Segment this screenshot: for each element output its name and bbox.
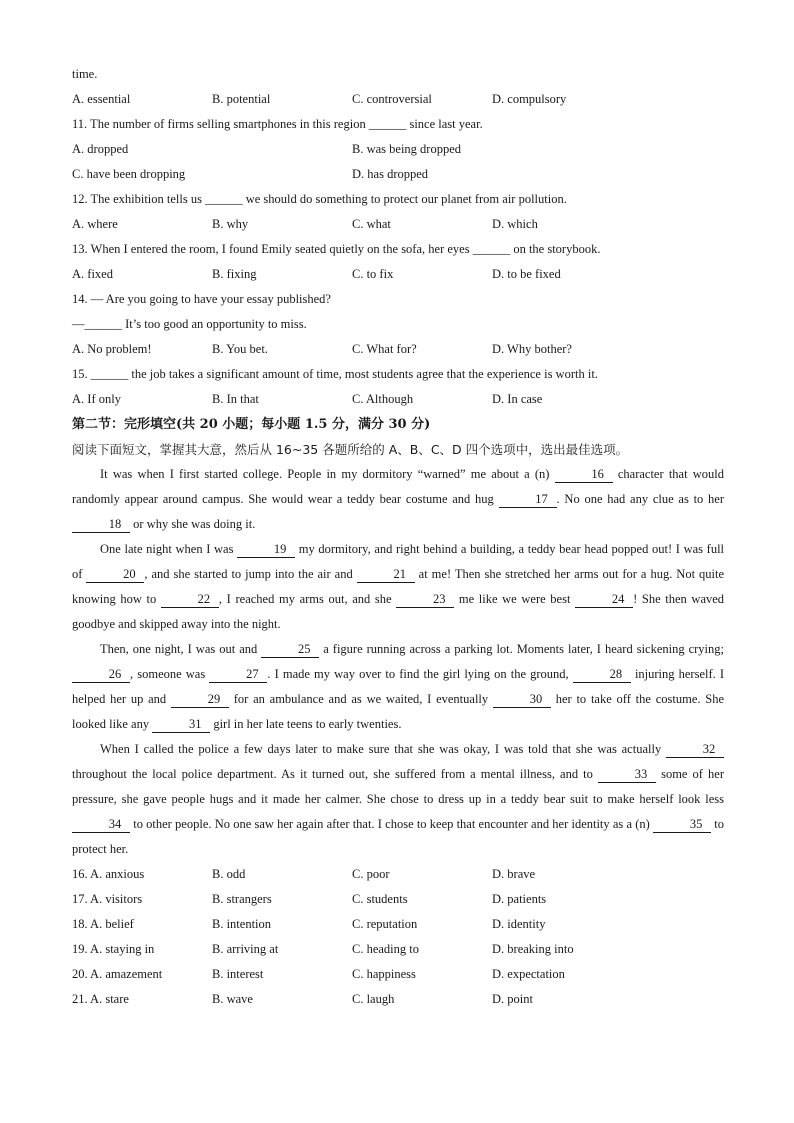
option: B. strangers (212, 892, 272, 906)
passage-text: or why she was doing it. (133, 517, 256, 531)
option: 16. A. anxious (72, 867, 145, 881)
passage-text: throughout the local police department. As it turned out, she suffered from a mental illness, and to (72, 767, 593, 781)
option: C. Although (352, 392, 414, 406)
blank-27: 27 (209, 666, 267, 683)
blank-22: 22 (161, 591, 219, 608)
blank-16: 16 (555, 466, 613, 483)
passage-text: to protect her. (72, 817, 725, 856)
blank-21: 21 (357, 566, 415, 583)
option: D. has dropped (352, 167, 429, 181)
passage-text: me like we were best (458, 592, 571, 606)
question-stem: 11. The number of firms selling smartphones in this region ______ since last year. (72, 117, 483, 131)
passage-text: some of her pressure, she gave people hugs and it made her calmer. She chose to dress up in a teddy bear suit to make herself look less (72, 767, 725, 806)
passage-text: to other people. No one saw her again after that. I chose to keep that encounter and her identity as a (n) (133, 817, 650, 831)
cloze-options (72, 937, 724, 962)
blank-23: 23 (396, 591, 454, 608)
section-instruction: 阅读下面短文，掌握其大意，然后从 16~35 各题所给的 A、B、C、D 四个选项中，选出最佳选项。 (72, 442, 629, 457)
blank-19: 19 (237, 541, 295, 558)
option: A. If only (72, 392, 121, 406)
option: C. what (352, 217, 391, 231)
passage-text: Then, one night, I was out and (100, 642, 258, 656)
passage-text: . No one had any clue as to her (556, 492, 724, 506)
option: A. No problem! (72, 342, 152, 356)
blank-24: 24 (575, 591, 633, 608)
continued-line: time. (72, 67, 98, 81)
blank-20: 20 (86, 566, 144, 583)
question-options (72, 212, 724, 237)
option: D. In case (492, 392, 543, 406)
option: C. happiness (352, 967, 416, 981)
option: C. What for? (352, 342, 417, 356)
option: B. potential (212, 92, 271, 106)
option: 19. A. staying in (72, 942, 155, 956)
blank-29: 29 (171, 691, 229, 708)
blank-18: 18 (72, 516, 130, 533)
option: D. patients (492, 892, 547, 906)
blank-26: 26 (72, 666, 130, 683)
passage-paragraph (72, 462, 724, 537)
question-options (72, 162, 724, 187)
option: 20. A. amazement (72, 967, 163, 981)
option: B. You bet. (212, 342, 268, 356)
passage-text: It was when I first started college. People in my dormitory “warned” me about a (n) (100, 467, 550, 481)
passage-text: injuring herself. I helped her up and (72, 667, 725, 706)
blank-30: 30 (493, 691, 551, 708)
question-options (72, 337, 724, 362)
passage-text: character that would randomly appear around campus. She would wear a teddy bear costume and hug (72, 467, 724, 506)
option: D. expectation (492, 967, 565, 981)
blank-33: 33 (598, 766, 656, 783)
passage-text: One late night when I was (100, 542, 234, 556)
passage-paragraph (72, 637, 724, 737)
option: D. which (492, 217, 538, 231)
option: D. breaking into (492, 942, 574, 956)
option: C. heading to (352, 942, 420, 956)
option: D. compulsory (492, 92, 567, 106)
option: B. arriving at (212, 942, 279, 956)
option: D. brave (492, 867, 536, 881)
blank-28: 28 (573, 666, 631, 683)
cloze-options (72, 962, 724, 987)
option: B. fixing (212, 267, 257, 281)
passage-text: . I made my way over to find the girl lying on the ground, (267, 667, 569, 681)
option: 17. A. visitors (72, 892, 143, 906)
blank-32: 32 (666, 741, 724, 758)
option: B. odd (212, 867, 246, 881)
q10-options (72, 87, 724, 112)
passage-text: for an ambulance and as we waited, I eventually (233, 692, 489, 706)
option: C. have been dropping (72, 167, 186, 181)
option: C. students (352, 892, 408, 906)
passage-text: her to take off the costume. She looked like any (72, 692, 725, 731)
option: C. controversial (352, 92, 432, 106)
option: B. interest (212, 967, 264, 981)
question-stem: 14. — Are you going to have your essay published? (72, 292, 331, 306)
passage-text: ! She then waved goodbye and skipped away into the night. (72, 592, 725, 631)
exam-page (72, 62, 724, 1012)
option: C. laugh (352, 992, 395, 1006)
blank-34: 34 (72, 816, 130, 833)
option: C. reputation (352, 917, 418, 931)
cloze-options (72, 912, 724, 937)
option: C. to fix (352, 267, 394, 281)
question-options (72, 387, 724, 412)
question-stem-reply: —______ It’s too good an opportunity to miss. (72, 317, 307, 331)
option: A. fixed (72, 267, 113, 281)
option: B. intention (212, 917, 272, 931)
passage-text: my dormitory, and right behind a building, a teddy bear head popped out! I was full of (72, 542, 725, 581)
passage-paragraph (72, 537, 724, 637)
passage-text: girl in her late teens to early twenties. (213, 717, 402, 731)
option: A. where (72, 217, 118, 231)
question-stem: 15. ______ the job takes a significant amount of time, most students agree that the experience is worth it. (72, 367, 598, 381)
section-title: 第二节：完形填空(共 20 小题；每小题 1.5 分，满分 30 分) (72, 417, 431, 432)
blank-25: 25 (261, 641, 319, 658)
option: A. dropped (72, 142, 129, 156)
option: 21. A. stare (72, 992, 129, 1006)
cloze-options (72, 887, 724, 912)
cloze-options (72, 862, 724, 887)
cloze-options (72, 987, 724, 1012)
passage-text: , I reached my arms out, and she (218, 592, 392, 606)
blank-17: 17 (499, 491, 557, 508)
option: C. poor (352, 867, 390, 881)
question-options (72, 137, 724, 162)
passage-text: , and she started to jump into the air and (144, 567, 353, 581)
option: D. identity (492, 917, 546, 931)
passage-paragraph (72, 737, 724, 862)
option: B. wave (212, 992, 253, 1006)
passage-text: at me! Then she stretched her arms out for a hug. Not quite knowing how to (72, 567, 725, 606)
question-stem: 12. The exhibition tells us ______ we should do something to protect our planet from air pollution. (72, 192, 567, 206)
blank-35: 35 (653, 816, 711, 833)
passage-text: When I called the police a few days later to make sure that she was okay, I was told that she was actually (100, 742, 662, 756)
passage-text: , someone was (130, 667, 206, 681)
option: D. to be fixed (492, 267, 561, 281)
option: A. essential (72, 92, 131, 106)
option: B. was being dropped (352, 142, 462, 156)
passage-text: a figure running across a parking lot. Moments later, I heard sickening crying; (323, 642, 725, 656)
option: B. In that (212, 392, 259, 406)
blank-31: 31 (152, 716, 210, 733)
option: D. point (492, 992, 533, 1006)
option: 18. A. belief (72, 917, 134, 931)
question-options (72, 262, 724, 287)
question-stem: 13. When I entered the room, I found Emily seated quietly on the sofa, her eyes ______ on the storybook. (72, 242, 601, 256)
option: D. Why bother? (492, 342, 572, 356)
option: B. why (212, 217, 249, 231)
